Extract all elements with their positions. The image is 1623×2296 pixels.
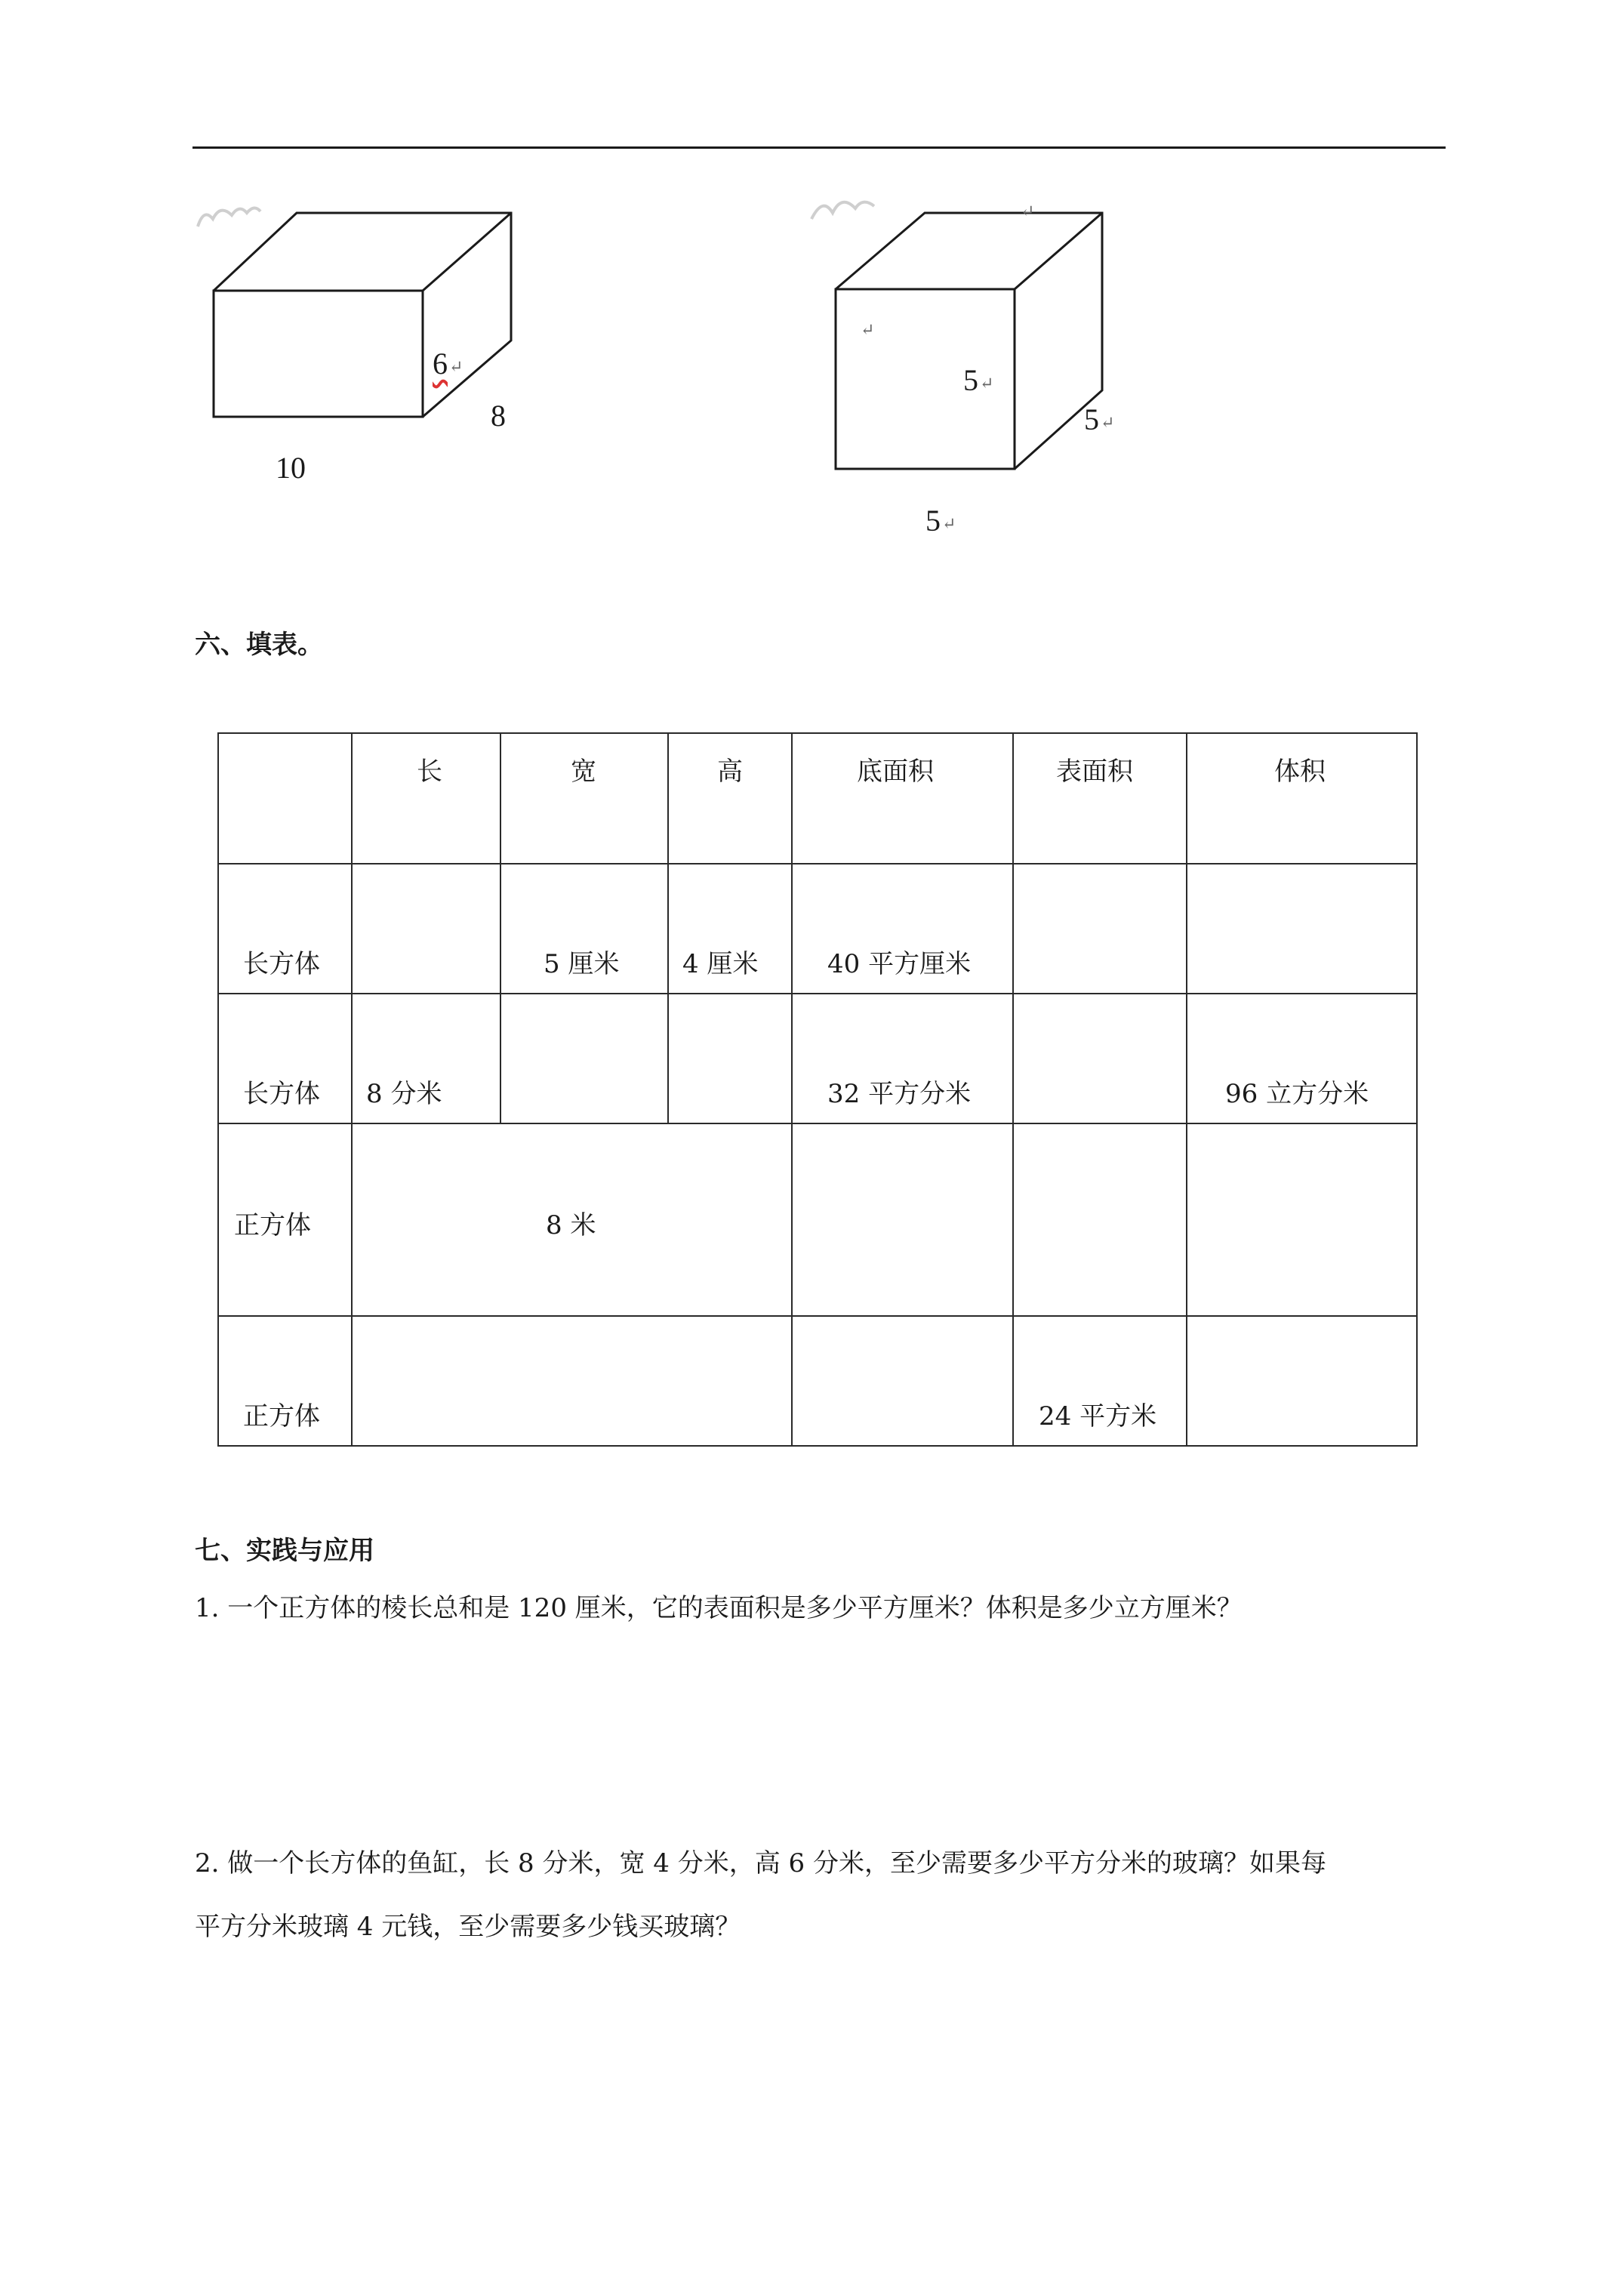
cube-front-edge-label: 5↵ [963,363,994,397]
table-row [218,1316,1417,1446]
section6-title: 六、填表。 [195,630,323,660]
row1-volume-cell[interactable] [1187,864,1417,994]
row3-surface-area-cell[interactable] [1013,1123,1187,1316]
row3-base-area-cell[interactable] [792,1123,1013,1316]
table-row [218,864,1417,994]
header-width: 宽 [500,733,668,864]
header-length: 长 [352,733,500,864]
row2-name: 长方体 [218,994,352,1123]
row2-surface-area-cell[interactable] [1013,994,1187,1123]
row4-edge-cell[interactable] [352,1316,792,1446]
row1-height-cell[interactable]: 4 厘米 [668,864,792,994]
row1-length-cell[interactable] [352,864,500,994]
cuboid-length-label: 10 [276,451,306,485]
row3-name: 正方体 [218,1123,352,1316]
row3-volume-cell[interactable] [1187,1123,1417,1316]
figures-svg [0,0,1623,574]
cube-return-mark-top: ↵ [1021,202,1035,221]
row2-volume-cell[interactable]: 96 立方分米 [1187,994,1417,1123]
header-height: 高 [668,733,792,864]
row1-surface-area-cell[interactable] [1013,864,1187,994]
cuboid-width-label: 8 [491,399,506,433]
fill-table [217,732,1418,1447]
question-2-line1: 2. 做一个长方体的鱼缸，长 8 分米，宽 4 分米，高 6 分米，至少需要多少平方分米的玻璃？如果每 [195,1848,1326,1878]
header-base-area: 底面积 [792,733,1013,864]
table-row [218,1123,1417,1316]
question-1: 1. 一个正方体的棱长总和是 120 厘米，它的表面积是多少平方厘米？体积是多少立方厘米？ [195,1593,1243,1623]
row2-base-area-cell[interactable]: 32 平方分米 [792,994,1013,1123]
cuboid-height-label: 6↵ [433,347,463,381]
header-empty-cell [218,733,352,864]
table-header-row [218,733,1417,864]
row2-length-cell[interactable]: 8 分米 [352,994,500,1123]
header-volume: 体积 [1187,733,1417,864]
row4-volume-cell[interactable] [1187,1316,1417,1446]
row2-height-cell[interactable] [668,994,792,1123]
cube-side-edge-label: 5↵ [1084,402,1115,436]
watermark-marks [198,202,874,227]
row4-base-area-cell[interactable] [792,1316,1013,1446]
question-2-line2: 平方分米玻璃 4 元钱，至少需要多少钱买玻璃？ [195,1912,741,1942]
row4-name: 正方体 [218,1316,352,1446]
row3-edge-cell[interactable]: 8 米 [352,1123,792,1316]
row1-width-cell[interactable]: 5 厘米 [500,864,668,994]
row2-width-cell[interactable] [500,994,668,1123]
cube-bottom-edge-label: 5↵ [925,504,956,538]
table-row [218,994,1417,1123]
cuboid-figure [214,213,511,417]
cube-return-mark-face: ↵ [861,321,875,340]
row1-name: 长方体 [218,864,352,994]
row4-surface-area-cell[interactable]: 24 平方米 [1013,1316,1187,1446]
row1-base-area-cell[interactable]: 40 平方厘米 [792,864,1013,994]
section7-title: 七、实践与应用 [195,1536,374,1566]
cube-figure [836,213,1102,469]
header-surface-area: 表面积 [1013,733,1187,864]
